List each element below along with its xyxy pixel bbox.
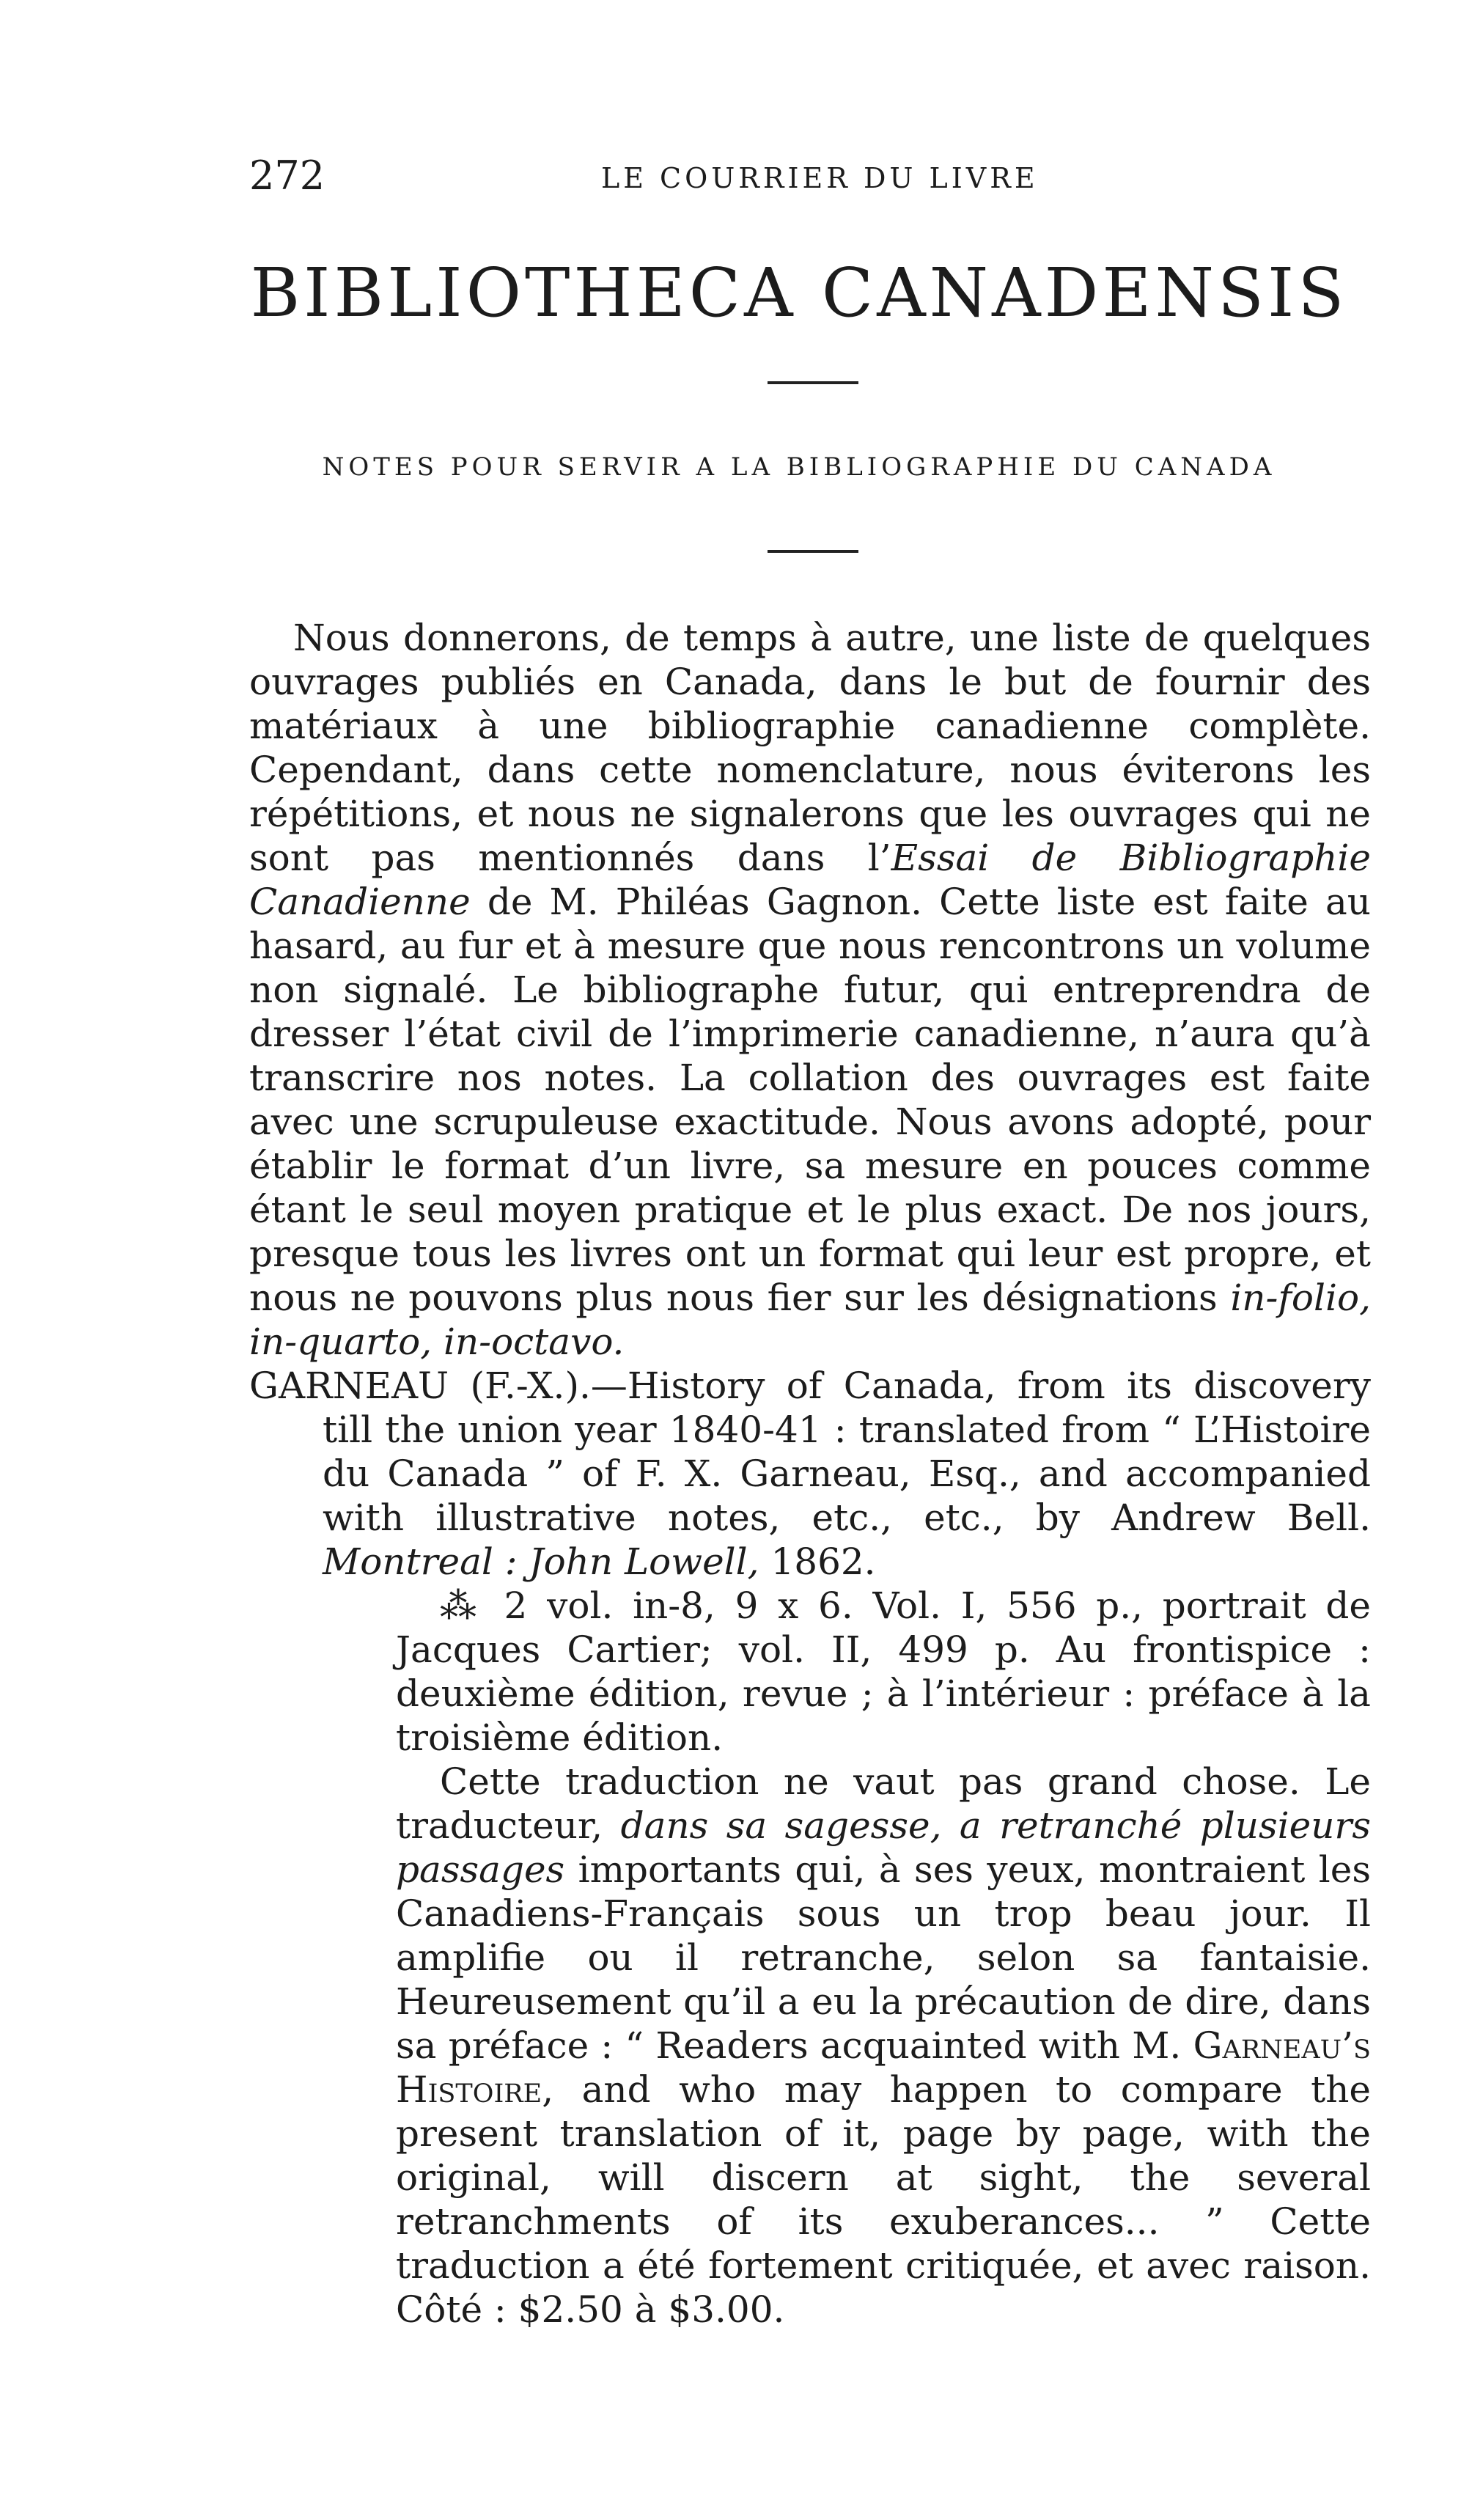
entry-author: GARNEAU (F.-X.) [249,1364,579,1407]
body-text [249,616,1371,2332]
intro-cited-title: Essai de Bibliographie Canadienne [249,837,1371,923]
comment-text: Cette traduction ne vaut pas grand chose. Le traducteur, [396,1760,1371,1847]
intro-text: Nous donnerons, de temps à autre, une liste de quelques ouvrages publiés en Canada, dans le but de fournir des matériaux à une bibliographie canadienne complète. Cependant, dans cette nomenclature, nous éviterons les répétitions, et nous ne signalerons que les ouvrages qui ne sont pas mentionnés dans l’ [249,617,1371,879]
intro-formats: in-folio, in-quarto, in-octavo. [249,1276,1371,1363]
entry-year: 1862. [759,1540,876,1583]
entry-collation-paragraph [249,1584,1371,1760]
comment-text: importants qui, à ses yeux, montraient les Canadiens-Français sous un trop beau jour. Il amplifie ou il retranche, selon sa fantaisie. Heureusement qu’il a eu la précaution de dire, dans sa préface : “ Readers acquainted with M. [396,1848,1371,2067]
entry-comment [323,1760,1371,2332]
bibliography-entry [249,1364,1371,1584]
entry-comment-paragraph [249,1760,1371,2332]
page-number: 272 [249,153,325,199]
page-title: BIBLIOTHECA CANADENSIS [250,254,1348,332]
intro-text: de M. Philéas Gagnon. Cette liste est faite au hasard, au fur et à mesure que nous rencontrons un volume non signalé. Le bibliographe futur, qui entreprendra de dresser l’état civil de l’imprimerie canadienne, n’aura qu’à transcrire nos notes. La collation des ouvrages est faite avec une scrupuleuse exactitude. Nous avons adopté, pour établir le format d’un livre, sa mesure en pouces comme étant le seul moyen pratique et le plus exact. De nos jours, presque tous les livres ont un format qui leur est propre, et nous ne pouvons plus nous fier sur les désignations [249,881,1371,1319]
entry-imprint: Montreal : John Lowell, [323,1540,759,1583]
running-title: LE COURRIER DU LIVRE [601,162,1039,194]
page-subtitle: NOTES POUR SERVIR A LA BIBLIOGRAPHIE DU CANADA [322,452,1276,482]
running-header [249,154,1349,205]
entry-collation: ⁂ 2 vol. in-8, 9 x 6. Vol. I, 556 p., portrait de Jacques Cartier; vol. II, 499 p. Au frontispice : deuxième édition, revue ; à l’intérieur : préface à la troisième édition. [396,1584,1371,1759]
comment-italic: dans sa sagesse, a retranché plusieurs passages [396,1804,1371,1891]
divider-rule [768,381,858,384]
intro-paragraph [249,616,1371,1364]
comment-text: , and who may happen to compare the present translation of it, page by page, with the original, will discern at sight, the several retranchments of its exuberances... ” Cette traduction a été fortement critiquée, et avec raison. Côté : $2.50 à $3.00. [396,2068,1371,2331]
comment-smallcaps: Histoire [396,2068,542,2111]
entry-description: .—History of Canada, from its discovery till the union year 1840-41 : translated from “ L’Histoire du Canada ” of F. X. Garneau, Esq., and accompanied with illustrative notes, etc., etc., by Andrew Bell. [323,1364,1371,1539]
comment-smallcaps: Garneau’s [1193,2024,1371,2067]
divider-rule [768,550,858,553]
